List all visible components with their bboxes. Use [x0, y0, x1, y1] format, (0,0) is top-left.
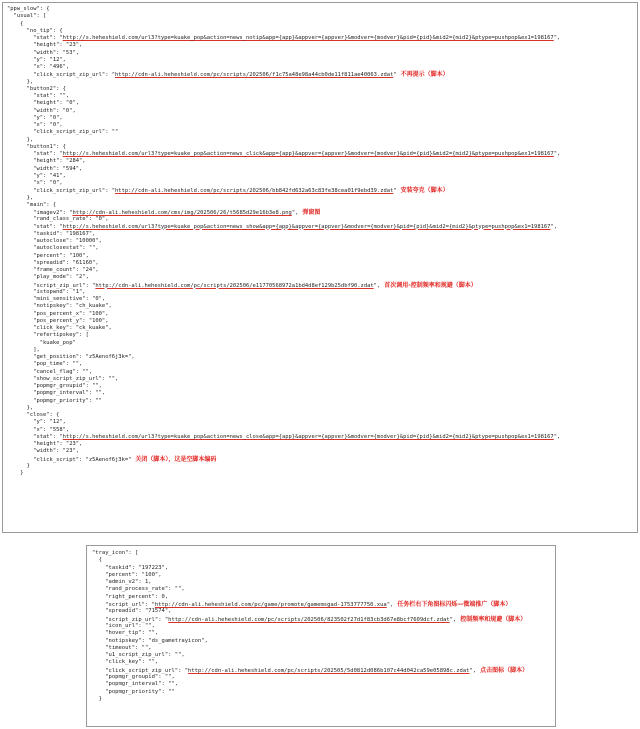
code-text: "button1": {: [7, 143, 66, 150]
code-text: "script_url": ": [92, 602, 155, 609]
code-text: "usual": [: [7, 13, 47, 20]
code-line: [92, 579, 528, 586]
code-text-tail: ",: [373, 282, 381, 289]
code-line: [92, 645, 528, 652]
code-line: [7, 108, 560, 115]
code-text-tail: ": [393, 72, 397, 79]
code-text: }: [7, 470, 24, 476]
code-text: "close": {: [7, 412, 60, 418]
code-line: [7, 419, 560, 426]
annotation-label: 控制频率和规避（脚本）: [460, 615, 527, 623]
code-text: "icon_url": "",: [92, 622, 155, 629]
code-text: "taskid": "198167",: [7, 230, 96, 237]
annotation-label: 安装夸克（脚本）: [400, 187, 449, 195]
code-text: "popmgr_groupid": "",: [7, 383, 102, 389]
code-line: [7, 6, 560, 13]
annotation-label: 任务栏右下角图标闪烁—微端推广（脚本）: [397, 601, 512, 609]
code-text: "pop_time": "",: [7, 361, 83, 368]
code-text: "no_tip": {: [7, 27, 63, 34]
code-text: "percent": "100",: [92, 571, 162, 578]
code-text: "y": "12",: [7, 56, 66, 63]
code-line: [92, 550, 528, 557]
code-line: [7, 35, 560, 42]
code-line: [92, 572, 528, 579]
code-text: "imagev2": ": [7, 210, 73, 216]
code-line: [7, 260, 560, 267]
json-code-panel-tray-icon: [86, 545, 556, 727]
code-line: [7, 137, 560, 144]
code-line: [92, 608, 528, 615]
code-line: [7, 13, 560, 20]
code-line: [7, 398, 560, 405]
code-line: [7, 71, 560, 78]
code-text: "x": "496",: [7, 64, 70, 70]
code-text: "pos_percent_x": "100",: [7, 310, 109, 317]
code-text-tail: ",: [553, 35, 561, 41]
code-text: {: [7, 20, 24, 27]
code-text: "notipskey": "ch_kuake",: [7, 303, 112, 310]
code-text: "stat": ": [7, 433, 63, 440]
code-line: [7, 434, 560, 441]
code-text: "height": "23",: [7, 42, 83, 49]
code-text: "popmgr_priority": "": [92, 688, 175, 695]
code-line: [7, 21, 560, 28]
code-text: "script_zip_url": ": [92, 616, 169, 623]
code-text: "click_script_zip_url": "": [7, 129, 119, 136]
code-text: "autoclose": "10000",: [7, 238, 102, 244]
annotation-label: 不再提示（脚本）: [400, 71, 449, 79]
annotation-label: 关闭（脚本），这是空脚本编码: [135, 455, 217, 463]
code-text: "autoclosestat": "",: [7, 245, 99, 252]
code-text: "right_percent": 0,: [92, 593, 169, 600]
code-text: "play_mode": "2",: [7, 274, 89, 281]
code-text: "click_script_zip_url": ": [92, 667, 189, 674]
code-text: "spreadid": "71574",: [92, 608, 172, 615]
code-text: "button2": {: [7, 85, 66, 92]
code-text: "width": "23",: [7, 448, 80, 455]
code-line: [7, 289, 560, 296]
code-line: [7, 202, 560, 209]
code-line: [7, 166, 560, 173]
code-line: [7, 173, 560, 180]
code-line: [7, 383, 560, 390]
code-text: "admin_v2": 1,: [92, 579, 152, 586]
code-line: [7, 216, 560, 223]
code-line: [92, 652, 528, 659]
code-line: [7, 267, 560, 274]
code-text: },: [7, 404, 34, 411]
code-line: [7, 93, 560, 100]
code-line: [92, 659, 528, 666]
url-string: http://cdn-ali.heheshield.com/pc/scripts/202506/f1c75a48e98a44cb0de11f811ae40063.zdat: [115, 72, 394, 79]
url-string: http://cdn-ali.heheshield.com/pc/scripts/202506/823502f27d1f83cb3d67e8bcf7609dcf.zdat: [168, 616, 450, 623]
code-line: [7, 86, 560, 93]
code-text: "y": "0",: [7, 114, 63, 121]
code-line: [92, 630, 528, 637]
code-text: "main": {: [7, 201, 57, 208]
code-line: [7, 180, 560, 187]
code-line: [7, 470, 560, 477]
code-text: "popmgr_interval": "",: [92, 681, 179, 688]
code-line: [7, 427, 560, 434]
code-line: [7, 224, 560, 231]
code-text-tail: ",: [291, 210, 299, 216]
code-text: "refertipskey": [: [7, 332, 89, 339]
code-text-tail: ",: [386, 602, 394, 609]
code-text: }: [7, 462, 30, 469]
code-text: "rand_process_rate": "",: [92, 586, 185, 593]
code-text-tail: ",: [553, 151, 561, 157]
code-text: "width": "594",: [7, 165, 83, 172]
code-line: [7, 311, 560, 318]
code-text: "spreadid": "61160",: [7, 259, 99, 266]
code-line: [7, 448, 560, 455]
code-line: [7, 238, 560, 245]
code-line: [7, 361, 560, 368]
code-text: "percent": "100",: [7, 252, 89, 259]
code-text: "x": "0",: [7, 122, 63, 128]
code-text: "click_key": "",: [92, 659, 159, 666]
code-text: "y": "12",: [7, 419, 66, 426]
code-line: [7, 151, 560, 158]
code-text-tail: ",: [550, 223, 557, 230]
code-text: "click_script": "z5Aenof6j3k=": [7, 456, 132, 463]
code-line: [7, 100, 560, 107]
annotation-label: 弹窗图: [302, 209, 321, 216]
code-line: [92, 638, 528, 645]
code-line: [7, 463, 560, 470]
code-text: ],: [7, 346, 40, 353]
code-line: [7, 303, 560, 310]
code-line: [7, 129, 560, 136]
code-text: "istopwnd": "1",: [7, 288, 86, 295]
code-line: [7, 245, 560, 252]
code-line: [7, 390, 560, 397]
json-code-panel-ppw-slow: [2, 2, 638, 533]
code-line: [92, 696, 528, 703]
code-text: "pos_percent_y": "100",: [7, 317, 109, 324]
code-text: "taskid": "197223",: [92, 564, 169, 571]
code-text: "get_position": "z5Aenof6j3k=",: [7, 354, 135, 360]
code-text: "height": "23",: [7, 441, 83, 447]
code-line: [7, 332, 560, 339]
code-line: [7, 274, 560, 281]
code-text-tail: ",: [553, 433, 561, 440]
code-text: "stat": ": [7, 35, 63, 41]
code-line: [7, 253, 560, 260]
code-line: [92, 616, 528, 623]
code-line: [7, 144, 560, 151]
url-string: http://cdn-ali.heheshield.com/pc/scripts/202506/bb842fd632a63c83fe38cea01f9ebd39.zdat: [115, 188, 394, 195]
code-text: "u1_script_zip_url": "",: [92, 652, 185, 659]
code-text: },: [7, 136, 34, 143]
code-line: [7, 42, 560, 49]
annotation-label: 首次调用-控制频率和规避（脚本）: [384, 281, 477, 289]
code-line: [92, 667, 528, 674]
code-line: [7, 195, 560, 202]
code-text: {: [92, 557, 102, 564]
code-line: [7, 64, 560, 71]
code-line: [7, 296, 560, 303]
url-string: http://s.heheshield.com/url3?type=kuake_pop&action=news_notip&app={app}&appver={appver}&modver={modver}&pid={pid}&mid2={mid2}&ptype=pushpop&ex1=198167: [62, 35, 554, 41]
code-text: "hover_tip": "",: [92, 630, 159, 637]
code-text: "cancel_flag": "",: [7, 368, 93, 375]
code-text: "stat": ": [7, 223, 63, 230]
code-line: [7, 412, 560, 419]
code-text: }: [92, 695, 102, 702]
code-text: "frame_count": "24",: [7, 267, 99, 273]
url-string: http://s.heheshield.com/url3?type=kuake_pop&action=news_click&app={app}&appver={appver}&modver={modver}&pid={pid}&mid2={mid2}&ptype=pushpop&ex1=198167: [62, 151, 554, 157]
code-text: "ppw_slow": {: [7, 6, 50, 12]
code-line: [7, 376, 560, 383]
code-line: [7, 158, 560, 165]
code-line: [7, 347, 560, 354]
code-line: [92, 594, 528, 601]
code-text: "show_script_zip_url": "",: [7, 375, 119, 382]
code-line: [92, 623, 528, 630]
code-text: "width": "0",: [7, 107, 76, 114]
code-line: [7, 79, 560, 86]
code-line: [92, 689, 528, 696]
code-line: [7, 354, 560, 361]
url-string: http://cdn-ali.heheshield.com/pc/game/promote/gamemsgad-1753777750.xua: [154, 602, 387, 609]
code-text: },: [7, 78, 34, 85]
code-text: "x": "558",: [7, 426, 70, 433]
code-line: [7, 340, 560, 347]
code-text: "rand_class_rate": "0",: [7, 216, 109, 223]
code-block-tray-icon: [92, 550, 528, 703]
code-line: [92, 557, 528, 564]
code-line: [7, 50, 560, 57]
code-text: "popmgr_groupid": "",: [92, 674, 175, 681]
code-line: [92, 674, 528, 681]
code-line: [7, 369, 560, 376]
url-string: http://cdn-ali.heheshield.com/cms/img/202506/26/t5685d29e16b3e8.png: [72, 210, 292, 216]
code-text-tail: ",: [449, 616, 457, 623]
code-line: [7, 405, 560, 412]
code-text: "height": "284",: [7, 158, 86, 165]
code-text: "width": "53",: [7, 49, 80, 56]
code-text-tail: ",: [469, 667, 477, 674]
code-line: [7, 441, 560, 448]
code-text: "stat": ": [7, 151, 63, 157]
code-text: "script_zip_url": ": [7, 282, 96, 289]
code-text: "notipskey": "ds_gametrayicon",: [92, 637, 208, 644]
url-string: http://s.heheshield.com/url3?type=kuake_pop&action=news_close&app={app}&appver={appver}&modver={modver}&pid={pid}&mid2={mid2}&ptype=pushpop&ex1=198167: [62, 433, 554, 440]
code-line: [7, 115, 560, 122]
code-line: [7, 209, 560, 216]
code-line: [92, 681, 528, 688]
code-text: "popmgr_interval": "",: [7, 390, 106, 397]
url-string: http://cdn-ali.heheshield.com/pc/scripts/202505/5d0812d086b107c44d042ca59e05898c.zdat: [188, 667, 470, 674]
code-text: "tray_icon": [: [92, 550, 139, 556]
code-line: [7, 57, 560, 64]
code-text: "popmgr_priority": "": [7, 397, 102, 404]
code-text: "y": "41",: [7, 172, 66, 179]
code-line: [7, 318, 560, 325]
code-block-ppw-slow: [7, 6, 560, 477]
code-line: [7, 282, 560, 289]
code-text: "stat": "",: [7, 93, 70, 99]
code-text: "mini_sensitive": "0",: [7, 296, 106, 302]
url-string: http://cdn-ali.heheshield.com/pc/scripts/202506/e11770568972a1bd4d8ef129b25dbf90.zdat: [95, 282, 374, 289]
code-line: [7, 231, 560, 238]
url-string: http://s.heheshield.com/url3?type=kuake_pop&action=news_show&app={app}&appver={appver}&modver={modver}&pid={pid}&mid2={mid2}&ptype=pushpop&ex1=198167: [62, 223, 551, 230]
code-line: [7, 122, 560, 129]
code-text: "click_script_zip_url": ": [7, 72, 116, 79]
code-line: [7, 325, 560, 332]
code-text: "height": "0",: [7, 100, 80, 107]
code-text: "timeout": "",: [92, 644, 152, 651]
annotation-label: 点击图标（脚本）: [480, 666, 529, 674]
code-line: [92, 601, 528, 608]
code-text: "click_script_zip_url": ": [7, 188, 116, 195]
code-text: "kuake_pop": [7, 339, 76, 346]
code-line: [92, 565, 528, 572]
code-text: },: [7, 194, 34, 201]
code-line: [7, 456, 560, 463]
code-line: [7, 28, 560, 35]
code-line: [92, 586, 528, 593]
code-text-tail: ": [393, 188, 397, 195]
code-text: "click_key": "ck_kuake",: [7, 325, 112, 331]
code-text: "x": "0",: [7, 180, 63, 186]
code-line: [7, 187, 560, 194]
